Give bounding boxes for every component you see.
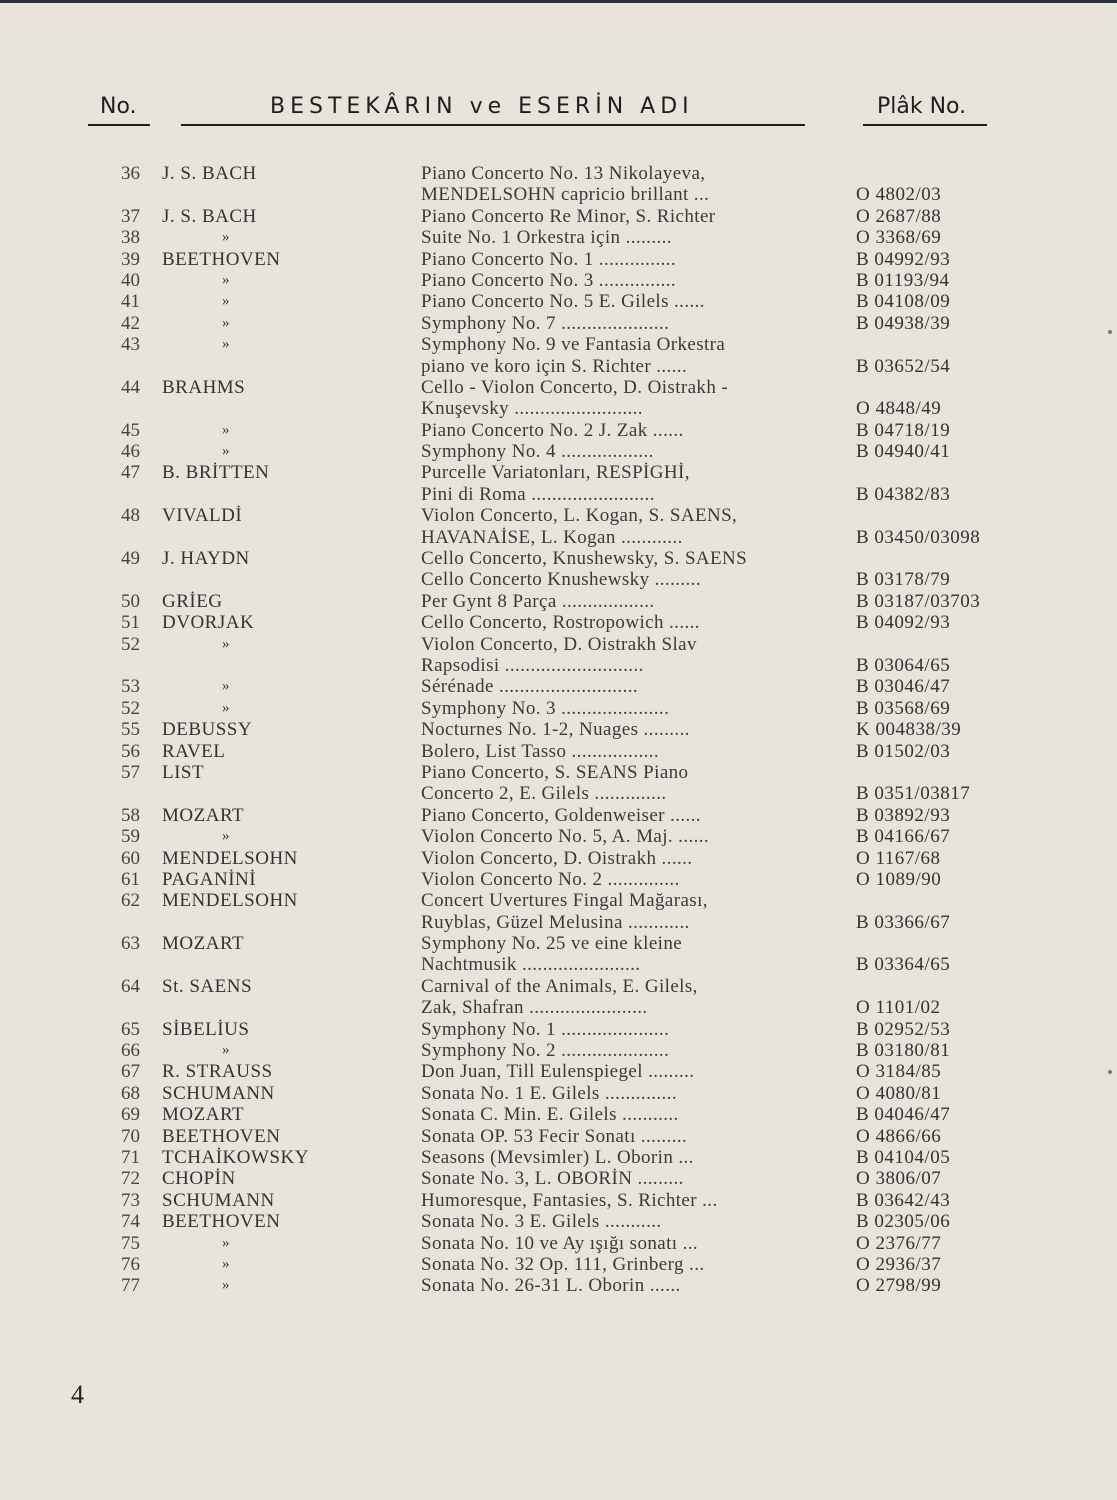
- work-title: Symphony No. 2 .....................: [421, 1040, 670, 1062]
- entry-number: 56: [121, 740, 140, 762]
- entry-number: 46: [121, 441, 140, 463]
- record-number: O 4866/66: [856, 1125, 942, 1147]
- table-row: [0, 1104, 1117, 1125]
- record-number: K 004838/39: [856, 719, 962, 741]
- composer-name: TCHAİKOWSKY: [162, 1146, 309, 1168]
- work-title: Piano Concerto No. 3 ...............: [421, 269, 677, 291]
- work-title: Zak, Shafran .......................: [421, 997, 648, 1019]
- table-row: [0, 484, 1117, 505]
- table-row: [0, 719, 1117, 740]
- work-title: Humoresque, Fantasies, S. Richter ...: [421, 1189, 718, 1211]
- entry-number: 76: [121, 1253, 140, 1275]
- composer-name: LIST: [162, 761, 205, 783]
- entry-number: 53: [121, 676, 140, 698]
- table-row: [0, 398, 1117, 419]
- table-row: [0, 912, 1117, 933]
- composer-name: DVORJAK: [162, 612, 255, 634]
- record-number: O 2798/99: [856, 1275, 942, 1297]
- table-row: [0, 676, 1117, 697]
- record-number: O 4802/03: [856, 184, 942, 206]
- entry-number: 41: [121, 291, 140, 313]
- composer-name: »: [222, 421, 230, 438]
- record-number: B 04938/39: [856, 312, 951, 334]
- table-row: [0, 163, 1117, 184]
- composer-name: SCHUMANN: [162, 1189, 275, 1211]
- table-row: [0, 462, 1117, 483]
- entry-number: 71: [121, 1146, 140, 1168]
- entry-number: 44: [121, 376, 140, 398]
- work-title: Cello - Violon Concerto, D. Oistrakh -: [421, 376, 729, 398]
- table-row: [0, 548, 1117, 569]
- composer-name: »: [222, 699, 230, 716]
- table-row: [0, 1019, 1117, 1040]
- composer-name: MENDELSOHN: [162, 847, 298, 869]
- work-title: Violon Concerto, D. Oistrakh ......: [421, 847, 693, 869]
- work-title: Suite No. 1 Orkestra için .........: [421, 227, 672, 249]
- entry-number: 60: [121, 847, 140, 869]
- record-number: B 03064/65: [856, 654, 951, 676]
- table-row: [0, 1275, 1117, 1296]
- entry-number: 57: [121, 761, 140, 783]
- entry-number: 61: [121, 868, 140, 890]
- composer-name: J. S. BACH: [162, 163, 257, 184]
- table-row: [0, 762, 1117, 783]
- work-title: Symphony No. 1 .....................: [421, 1018, 670, 1040]
- table-row: [0, 291, 1117, 312]
- entry-number: 43: [121, 334, 140, 356]
- work-title: Nachtmusik .......................: [421, 954, 641, 976]
- table-row: [0, 420, 1117, 441]
- work-title: Sonata No. 26-31 L. Oborin ......: [421, 1275, 681, 1297]
- entry-number: 64: [121, 975, 140, 997]
- composer-name: CHOPİN: [162, 1168, 236, 1190]
- record-number: B 03178/79: [856, 569, 951, 591]
- composer-name: St. SAENS: [162, 975, 253, 997]
- work-title: Nocturnes No. 1-2, Nuages .........: [421, 719, 690, 741]
- work-title: Cello Concerto, Knushewsky, S. SAENS: [421, 548, 748, 570]
- table-row: [0, 206, 1117, 227]
- composer-name: »: [222, 1255, 230, 1272]
- header-number-underline: [88, 124, 150, 126]
- composer-name: GRİEG: [162, 590, 223, 612]
- work-title: Symphony No. 9 ve Fantasia Orkestra: [421, 334, 726, 356]
- record-number: B 03450/03098: [856, 526, 981, 548]
- work-title: Piano Concerto Re Minor, S. Richter: [421, 205, 716, 227]
- composer-name: »: [222, 1234, 230, 1251]
- composer-name: »: [222, 635, 230, 652]
- entry-number: 66: [121, 1040, 140, 1062]
- work-title: Piano Concerto, Goldenweiser ......: [421, 804, 701, 826]
- work-title: Pini di Roma ........................: [421, 483, 655, 505]
- entry-number: 58: [121, 804, 140, 826]
- table-row: [0, 591, 1117, 612]
- work-title: Symphony No. 3 .....................: [421, 697, 670, 719]
- work-title: Symphony No. 7 .....................: [421, 312, 670, 334]
- table-row: [0, 1147, 1117, 1168]
- work-title: Violon Concerto, D. Oistrakh Slav: [421, 633, 697, 655]
- table-row: [0, 1040, 1117, 1061]
- work-title: Ruyblas, Güzel Melusina ............: [421, 911, 690, 933]
- entry-number: 37: [121, 205, 140, 227]
- entry-number: 65: [121, 1018, 140, 1040]
- table-row: [0, 655, 1117, 676]
- table-row: [0, 741, 1117, 762]
- margin-mark: [1108, 1070, 1112, 1074]
- record-number: B 04046/47: [856, 1104, 951, 1126]
- table-row: [0, 1254, 1117, 1275]
- entry-number: 51: [121, 612, 140, 634]
- record-number: B 03892/93: [856, 804, 951, 826]
- table-row: [0, 1211, 1117, 1232]
- entry-number: 38: [121, 227, 140, 249]
- record-number: B 04104/05: [856, 1146, 951, 1168]
- entry-number: 48: [121, 505, 140, 527]
- work-title: Carnival of the Animals, E. Gilels,: [421, 975, 698, 997]
- entry-number: 73: [121, 1189, 140, 1211]
- margin-mark: [1108, 330, 1112, 334]
- record-number: B 03180/81: [856, 1040, 951, 1062]
- record-number: B 03568/69: [856, 697, 951, 719]
- record-number: O 4848/49: [856, 398, 942, 420]
- entry-number: 59: [121, 826, 140, 848]
- composer-name: »: [222, 443, 230, 460]
- composer-name: »: [222, 229, 230, 246]
- record-number: B 02305/06: [856, 1211, 951, 1233]
- work-title: Knuşevsky .........................: [421, 398, 643, 420]
- entry-number: 40: [121, 269, 140, 291]
- work-title: Cello Concerto Knushewsky .........: [421, 569, 701, 591]
- table-row: [0, 634, 1117, 655]
- composer-name: DEBUSSY: [162, 719, 253, 741]
- record-number: B 04108/09: [856, 291, 951, 313]
- table-row: [0, 569, 1117, 590]
- composer-name: BEETHOVEN: [162, 1211, 281, 1233]
- entry-number: 47: [121, 462, 140, 484]
- work-title: Sonata OP. 53 Fecir Sonatı .........: [421, 1125, 688, 1147]
- composer-name: »: [222, 314, 230, 331]
- work-title: Per Gynt 8 Parça ..................: [421, 590, 655, 612]
- record-number: B 04718/19: [856, 419, 951, 441]
- work-title: Cello Concerto, Rostropowich ......: [421, 612, 700, 634]
- composer-name: B. BRİTTEN: [162, 462, 270, 484]
- entry-number: 52: [121, 697, 140, 719]
- table-row: [0, 848, 1117, 869]
- table-row: [0, 1233, 1117, 1254]
- table-row: [0, 505, 1117, 526]
- composer-name: SİBELİUS: [162, 1018, 250, 1040]
- composer-name: »: [222, 1277, 230, 1294]
- record-number: B 04940/41: [856, 441, 951, 463]
- table-row: [0, 527, 1117, 548]
- table-row: [0, 1083, 1117, 1104]
- record-number: O 1101/02: [856, 997, 941, 1019]
- catalog-table: [0, 163, 1117, 1297]
- entry-number: 55: [121, 719, 140, 741]
- table-row: [0, 1168, 1117, 1189]
- entry-number: 52: [121, 633, 140, 655]
- work-title: Piano Concerto, S. SEANS Piano: [421, 761, 689, 783]
- entry-number: 68: [121, 1082, 140, 1104]
- work-title: HAVANAİSE, L. Kogan ............: [421, 526, 683, 548]
- composer-name: »: [222, 271, 230, 288]
- entry-number: 72: [121, 1168, 140, 1190]
- table-row: [0, 612, 1117, 633]
- entry-number: 62: [121, 890, 140, 912]
- table-row: [0, 377, 1117, 398]
- composer-name: »: [222, 678, 230, 695]
- entry-number: 42: [121, 312, 140, 334]
- header-record-underline: [863, 124, 987, 126]
- record-number: O 4080/81: [856, 1082, 942, 1104]
- work-title: Sérénade ...........................: [421, 676, 639, 698]
- record-number: B 03187/03703: [856, 590, 981, 612]
- composer-name: MOZART: [162, 1104, 245, 1126]
- record-number: B 03652/54: [856, 355, 951, 377]
- record-number: B 03366/67: [856, 911, 951, 933]
- composer-name: BRAHMS: [162, 376, 246, 398]
- record-number: O 3184/85: [856, 1061, 942, 1083]
- composer-name: J. HAYDN: [162, 548, 250, 570]
- table-row: [0, 270, 1117, 291]
- table-row: [0, 1126, 1117, 1147]
- table-row: [0, 334, 1117, 355]
- entry-number: 70: [121, 1125, 140, 1147]
- composer-name: BEETHOVEN: [162, 1125, 281, 1147]
- record-number: B 02952/53: [856, 1018, 951, 1040]
- table-row: [0, 441, 1117, 462]
- work-title: Concert Uvertures Fingal Mağarası,: [421, 890, 708, 912]
- composer-name: VIVALDİ: [162, 505, 243, 527]
- entry-number: 75: [121, 1232, 140, 1254]
- record-number: B 04166/67: [856, 826, 951, 848]
- record-number: B 04992/93: [856, 248, 951, 270]
- table-row: [0, 997, 1117, 1018]
- entry-number: 77: [121, 1275, 140, 1297]
- header-record-number: Plâk No.: [877, 94, 967, 119]
- work-title: Don Juan, Till Eulenspiegel .........: [421, 1061, 695, 1083]
- entry-number: 69: [121, 1104, 140, 1126]
- entry-number: 45: [121, 419, 140, 441]
- work-title: MENDELSOHN capricio brillant ...: [421, 184, 710, 206]
- record-number: O 2376/77: [856, 1232, 942, 1254]
- record-number: B 01502/03: [856, 740, 951, 762]
- table-row: [0, 869, 1117, 890]
- record-number: O 2687/88: [856, 205, 942, 227]
- entry-number: 50: [121, 590, 140, 612]
- table-row: [0, 698, 1117, 719]
- composer-name: RAVEL: [162, 740, 226, 762]
- composer-name: SCHUMANN: [162, 1082, 275, 1104]
- entry-number: 39: [121, 248, 140, 270]
- work-title: Symphony No. 4 ..................: [421, 441, 654, 463]
- table-row: [0, 976, 1117, 997]
- header-title: BESTEKÂRIN ve ESERİN ADI: [270, 94, 694, 119]
- composer-name: »: [222, 293, 230, 310]
- record-number: B 01193/94: [856, 269, 950, 291]
- composer-name: J. S. BACH: [162, 205, 257, 227]
- work-title: Symphony No. 25 ve eine kleine: [421, 933, 683, 955]
- composer-name: »: [222, 828, 230, 845]
- header-number: No.: [100, 94, 137, 119]
- record-number: B 04382/83: [856, 483, 951, 505]
- work-title: Sonata No. 3 E. Gilels ...........: [421, 1211, 662, 1233]
- entry-number: 67: [121, 1061, 140, 1083]
- work-title: Sonate No. 3, L. OBORİN .........: [421, 1168, 684, 1190]
- table-row: [0, 954, 1117, 975]
- composer-name: R. STRAUSS: [162, 1061, 273, 1083]
- record-number: B 03046/47: [856, 676, 951, 698]
- work-title: Sonata C. Min. E. Gilels ...........: [421, 1104, 679, 1126]
- work-title: Piano Concerto No. 13 Nikolayeva,: [421, 163, 706, 184]
- record-number: O 3806/07: [856, 1168, 942, 1190]
- table-row: [0, 783, 1117, 804]
- composer-name: MENDELSOHN: [162, 890, 298, 912]
- table-row: [0, 1190, 1117, 1211]
- header-title-underline: [181, 124, 805, 126]
- work-title: piano ve koro için S. Richter ......: [421, 355, 688, 377]
- composer-name: »: [222, 1042, 230, 1059]
- entry-number: 74: [121, 1211, 140, 1233]
- table-row: [0, 805, 1117, 826]
- work-title: Rapsodisi ...........................: [421, 654, 644, 676]
- composer-name: PAGANİNİ: [162, 868, 257, 890]
- record-number: B 04092/93: [856, 612, 951, 634]
- table-row: [0, 227, 1117, 248]
- table-row: [0, 1061, 1117, 1082]
- composer-name: MOZART: [162, 804, 245, 826]
- table-row: [0, 313, 1117, 334]
- entry-number: 36: [121, 163, 140, 184]
- work-title: Sonata No. 10 ve Ay ışığı sonatı ...: [421, 1232, 699, 1254]
- table-row: [0, 356, 1117, 377]
- table-row: [0, 249, 1117, 270]
- work-title: Violon Concerto, L. Kogan, S. SAENS,: [421, 505, 738, 527]
- work-title: Piano Concerto No. 1 ...............: [421, 248, 677, 270]
- composer-name: »: [222, 336, 230, 353]
- entry-number: 49: [121, 548, 140, 570]
- top-border: [0, 0, 1117, 3]
- table-row: [0, 826, 1117, 847]
- work-title: Concerto 2, E. Gilels ..............: [421, 783, 667, 805]
- work-title: Violon Concerto No. 2 ..............: [421, 868, 680, 890]
- record-number: O 2936/37: [856, 1253, 942, 1275]
- work-title: Sonata No. 32 Op. 111, Grinberg ...: [421, 1253, 705, 1275]
- table-row: [0, 184, 1117, 205]
- record-number: B 03364/65: [856, 954, 951, 976]
- composer-name: MOZART: [162, 933, 245, 955]
- entry-number: 63: [121, 933, 140, 955]
- work-title: Purcelle Variatonları, RESPİGHİ,: [421, 462, 690, 484]
- work-title: Piano Concerto No. 2 J. Zak ......: [421, 419, 684, 441]
- record-number: O 1089/90: [856, 868, 942, 890]
- work-title: Bolero, List Tasso .................: [421, 740, 660, 762]
- work-title: Violon Concerto No. 5, A. Maj. ......: [421, 826, 710, 848]
- composer-name: BEETHOVEN: [162, 248, 281, 270]
- record-number: O 1167/68: [856, 847, 941, 869]
- work-title: Piano Concerto No. 5 E. Gilels ......: [421, 291, 705, 313]
- record-number: B 03642/43: [856, 1189, 951, 1211]
- work-title: Sonata No. 1 E. Gilels ..............: [421, 1082, 677, 1104]
- record-number: B 0351/03817: [856, 783, 971, 805]
- table-row: [0, 933, 1117, 954]
- record-number: O 3368/69: [856, 227, 942, 249]
- table-row: [0, 890, 1117, 911]
- work-title: Seasons (Mevsimler) L. Oborin ...: [421, 1146, 694, 1168]
- page-number: 4: [71, 1380, 84, 1409]
